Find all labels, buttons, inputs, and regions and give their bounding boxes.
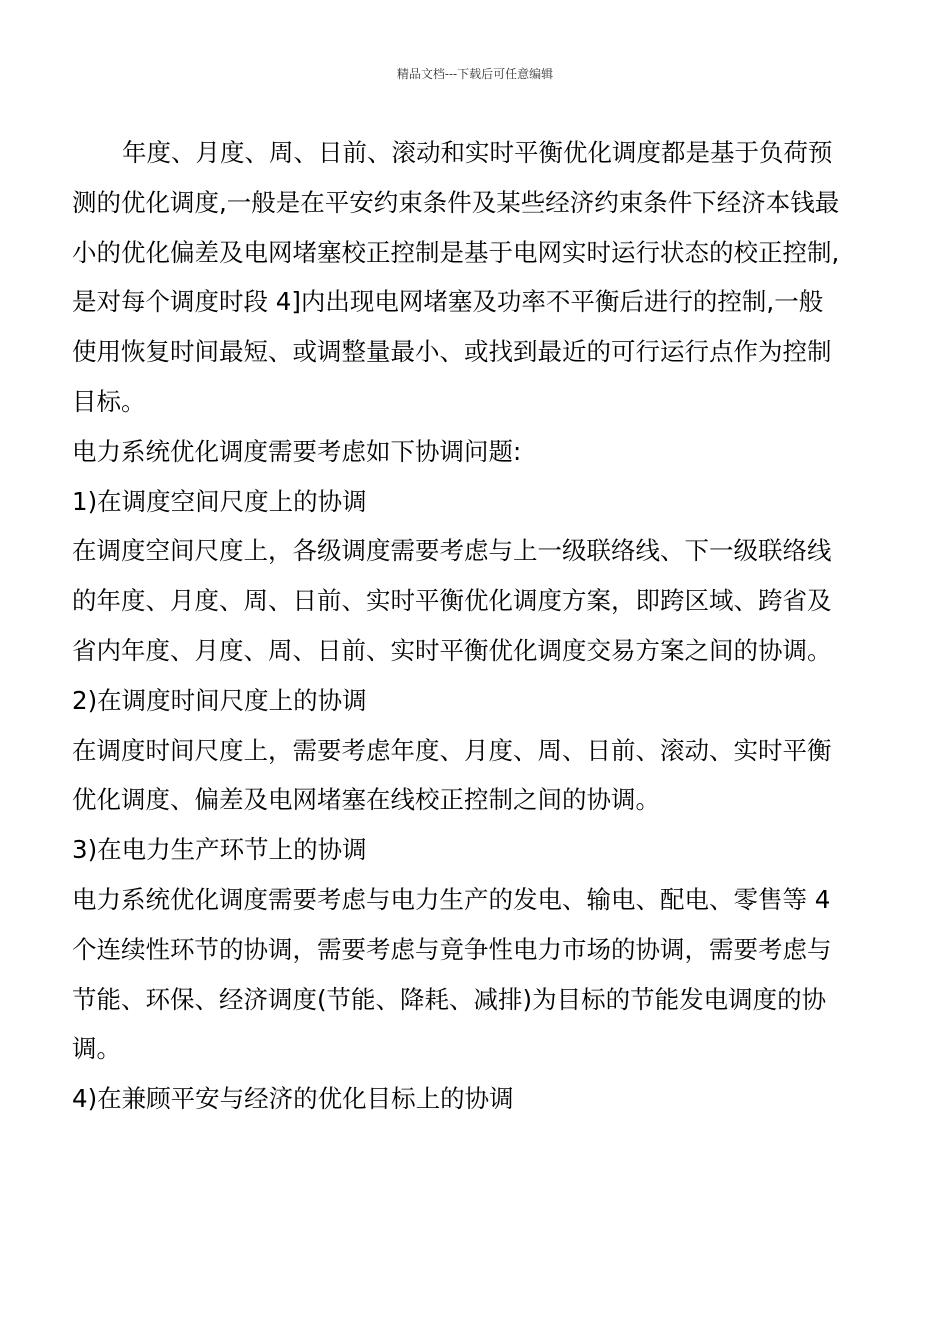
section-heading: 4)在兼顾平安与经济的优化目标上的协调 [72, 1084, 514, 1114]
paragraph-line: 小的优化偏差及电网堵塞校正控制是基于电网实时运行状态的校正控制, [72, 237, 840, 267]
paragraph-line: 个连续性环节的协调，需要考虑与竟争性电力市场的协调，需要考虑与 [72, 934, 832, 964]
page-header: 精品文档---下载后可任意编辑 [396, 67, 554, 81]
paragraph-line: 省内年度、月度、周、日前、实时平衡优化调度交易方案之间的协调。 [72, 635, 832, 665]
paragraph-line: 电力系统优化调度需要考虑如下协调问题: [72, 436, 522, 466]
paragraph-line: 优化调度、偏差及电网堵塞在线校正控制之间的协调。 [72, 785, 660, 815]
paragraph-line: 节能、环保、经济调度(节能、降耗、减排)为目标的节能发电调度的协 [72, 984, 827, 1014]
paragraph-line: 在调度空间尺度上，各级调度需要考虑与上一级联络线、下一级联络线 [72, 536, 832, 566]
paragraph-line: 年度、月度、周、日前、滚动和实时平衡优化调度都是基于负荷预 [122, 138, 833, 167]
paragraph-line: 是对每个调度时段 4]内出现电网堵塞及功率不平衡后进行的控制,一般 [72, 287, 824, 317]
paragraph-line: 调。 [72, 1034, 121, 1064]
section-heading: 2)在调度时间尺度上的协调 [72, 685, 367, 715]
paragraph-line: 在调度时间尺度上，需要考虑年度、月度、周、日前、滚动、实时平衡 [72, 735, 832, 765]
section-heading: 3)在电力生产环节上的协调 [72, 835, 367, 865]
paragraph-line: 电力系统优化调度需要考虑与电力生产的发电、输电、配电、零售等 4 [72, 884, 831, 914]
paragraph-line: 目标。 [72, 386, 146, 416]
paragraph-line: 的年度、月度、周、日前、实时平衡优化调度方案，即跨区域、跨省及 [72, 586, 832, 616]
section-heading: 1)在调度空间尺度上的协调 [72, 486, 367, 516]
document-body [72, 128, 882, 1124]
paragraph-line: 使用恢复时间最短、或调整量最小、或找到最近的可行运行点作为控制 [72, 337, 832, 367]
paragraph-line: 测的优化调度,一般是在平安约束条件及某些经济约束条件下经济本钱最 [72, 187, 840, 217]
